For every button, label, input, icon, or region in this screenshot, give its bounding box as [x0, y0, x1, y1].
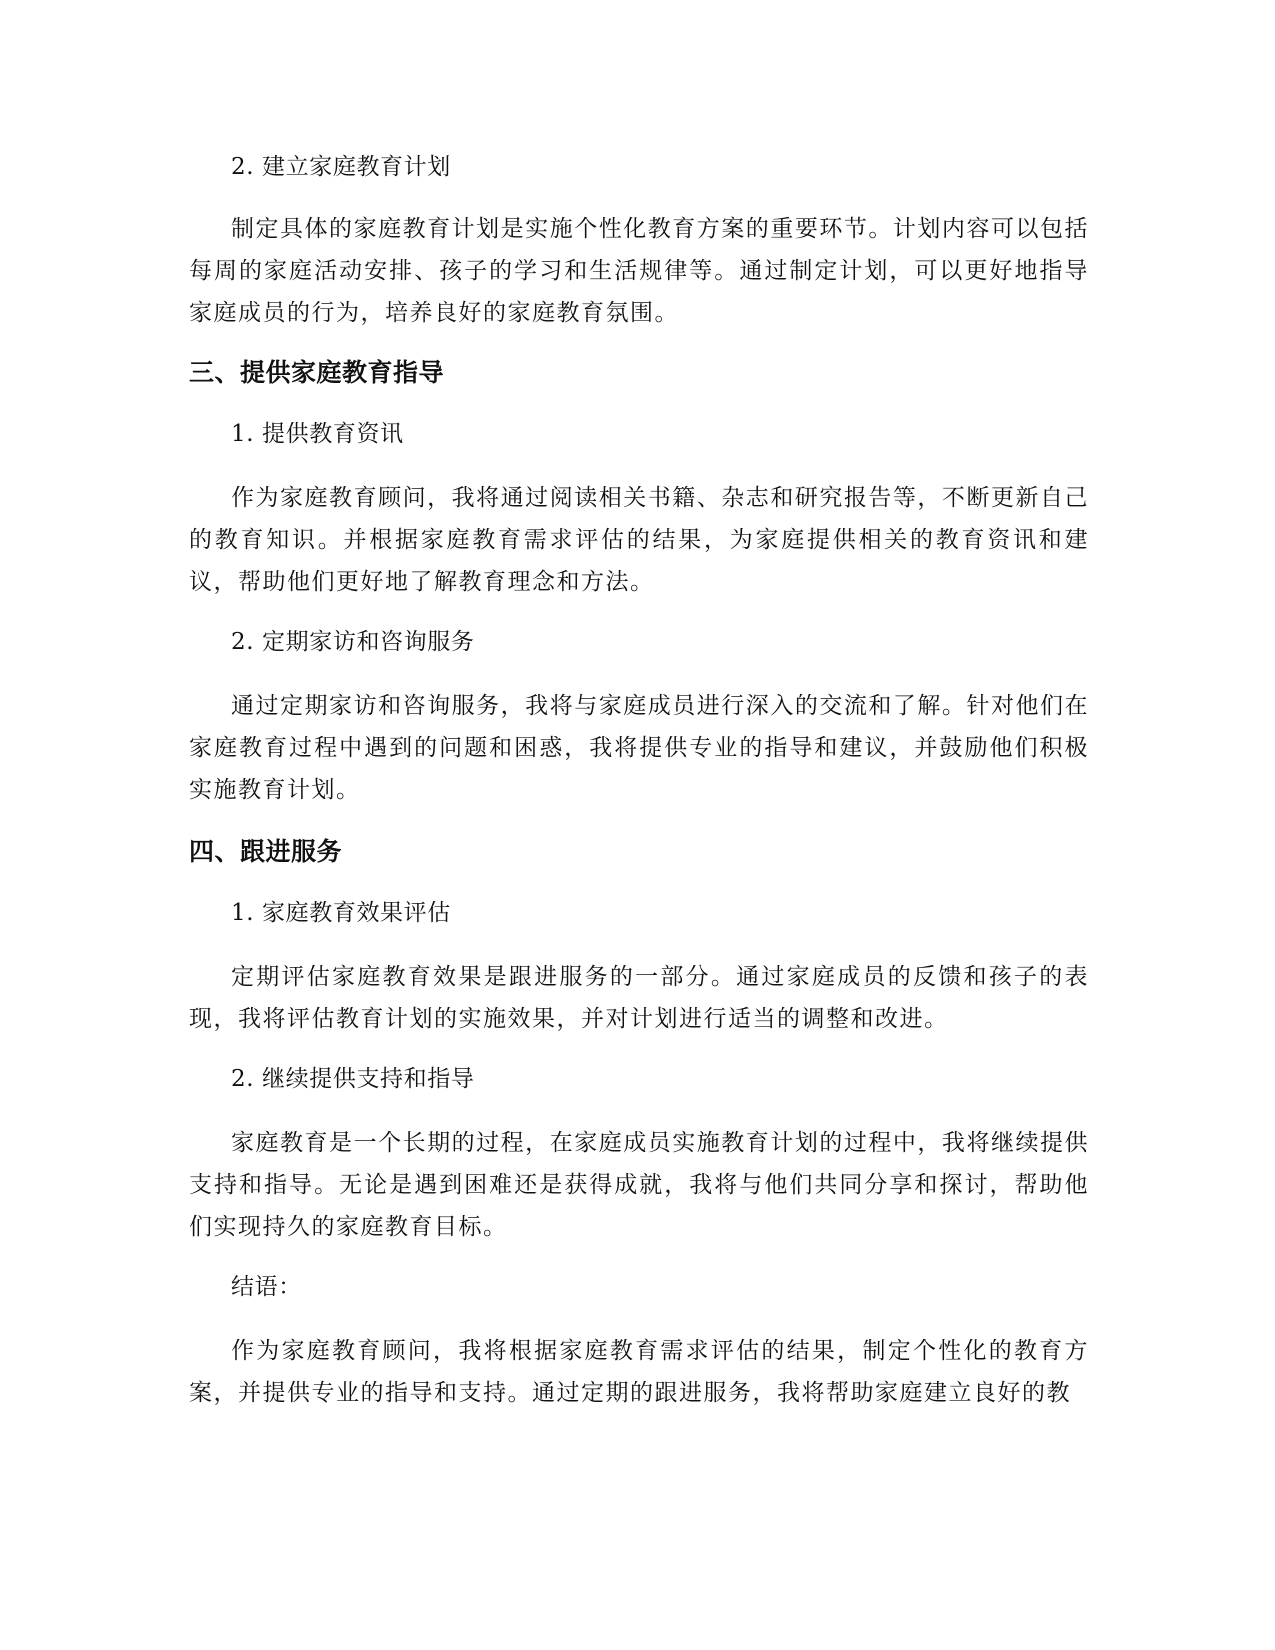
document-page	[189, 146, 1089, 1414]
subheading-4-2: 2. 继续提供支持和指导	[231, 1066, 475, 1092]
conclusion-paragraph: 作为家庭教育顾问，我将根据家庭教育需求评估的结果，制定个性化的教育方案，并提供专业的指导和支持。通过定期的跟进服务，我将帮助家庭建立良好的教	[189, 1338, 1089, 1406]
subheading-3-1: 1. 提供教育资讯	[231, 421, 404, 447]
conclusion-label: 结语：	[231, 1274, 302, 1300]
section-heading-3: 三、提供家庭教育指导	[189, 358, 445, 387]
paragraph-3-2: 通过定期家访和咨询服务，我将与家庭成员进行深入的交流和了解。针对他们在家庭教育过程中遇到的问题和困惑，我将提供专业的指导和建议，并鼓励他们积极实施教育计划。	[189, 693, 1089, 803]
paragraph-4-1: 定期评估家庭教育效果是跟进服务的一部分。通过家庭成员的反馈和孩子的表现，我将评估教育计划的实施效果，并对计划进行适当的调整和改进。	[189, 964, 1089, 1032]
section-heading-4: 四、跟进服务	[189, 837, 343, 866]
paragraph-3-1: 作为家庭教育顾问，我将通过阅读相关书籍、杂志和研究报告等，不断更新自己的教育知识。并根据家庭教育需求评估的结果，为家庭提供相关的教育资讯和建议，帮助他们更好地了解教育理念和方法。	[189, 485, 1089, 595]
paragraph-2-2: 制定具体的家庭教育计划是实施个性化教育方案的重要环节。计划内容可以包括每周的家庭活动安排、孩子的学习和生活规律等。通过制定计划，可以更好地指导家庭成员的行为，培养良好的家庭教育氛围。	[189, 216, 1089, 326]
subheading-3-2: 2. 定期家访和咨询服务	[231, 629, 475, 655]
subheading-4-1: 1. 家庭教育效果评估	[231, 900, 451, 926]
paragraph-4-2: 家庭教育是一个长期的过程，在家庭成员实施教育计划的过程中，我将继续提供支持和指导。无论是遇到困难还是获得成就，我将与他们共同分享和探讨，帮助他们实现持久的家庭教育目标。	[189, 1130, 1089, 1240]
subheading-2-2: 2. 建立家庭教育计划	[231, 154, 451, 180]
